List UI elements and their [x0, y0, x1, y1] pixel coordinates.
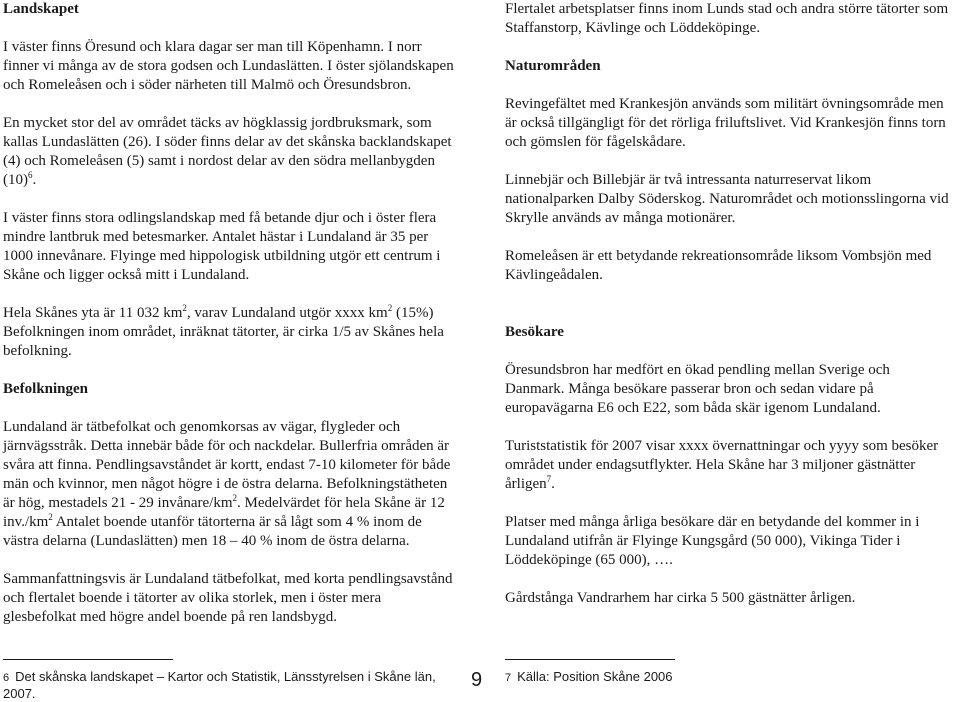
section-heading-befolkningen: Befolkningen	[3, 381, 89, 397]
footnote-divider-right	[505, 659, 675, 660]
paragraph-besokare-2	[505, 437, 952, 494]
paragraph-natur-1: Revingefältet med Krankesjön används som militärt övningsområde men är också tillgängligt för det rörliga friluftslivet. Vid Krankesjön finns torn och gömslen för fågelskådare.	[505, 96, 946, 150]
superscript: 2	[387, 303, 393, 313]
paragraph-befolkning-2: Sammanfattningsvis är Lundaland tätbefolkat, med korta pendlingsavstånd och flertalet boende i tätorter av olika storlek, men i öster mera glesbefolkat med högre andel boende på ren landsbygd.	[3, 571, 453, 625]
paragraph-text: Lundaland är tätbefolkat och genomkorsas av vägar, flygleder och järnvägsstråk. Detta innebär både för och nackdelar. Bullerfria områden är svåra att finna. Pendlingsavståndet är kortt, endast 7-10 kilometer för både män och kvinnor, men något högre i de östra delarna. Befolkningstätheten är hög, mestadels 21 - 29 invånare/km	[3, 419, 451, 511]
paragraph-besokare-3: Platser med många årliga besökare där en betydande del kommer in i Lundaland utifrån är Flyinge Kungsgård (50 000), Vikinga Tider i Löddeköpinge (65 000), ….	[505, 514, 920, 568]
footnote-divider-left	[3, 659, 173, 660]
paragraph-text: En mycket stor del av området täcks av högklassig jordbruksmark, som kallas Lundaslätten (26). I söder finns delar av det skånska backlandskapet (4) och Romeleåsen (5) samt i nordost delar av den södra mellanbygden (10)	[3, 115, 452, 188]
footnote-text: Det skånska landskapet – Kartor och Statistik, Länsstyrelsen i Skåne län, 2007.	[3, 669, 436, 701]
section-heading-besokare: Besökare	[505, 324, 564, 340]
superscript: 2	[182, 303, 187, 313]
paragraph-text: Antalet boende utanför tätorterna är så lågt som 4 % inom de västra delarna (Lundaslätten) men 18 – 40 % inom de östra delarna.	[3, 514, 422, 549]
paragraph-landskapet-2	[3, 114, 458, 190]
paragraph-landskapet-1: I väster finns Öresund och klara dagar ser man till Köpenhamn. I norr finner vi många av de stora godsen och Lundaslätten. I öster sjölandskapen och Romeleåsen och i söder närheten till Malmö och Öresundsbron.	[3, 39, 454, 93]
left-column	[3, 0, 458, 627]
paragraph-text: . Medelvärdet för hela Skåne är 12 inv./km	[3, 495, 445, 530]
paragraph-text: Turiststatistik för 2007 visar xxxx övernattningar och yyyy som besöker området under endagsutflykter. Hela Skåne har 3 miljoner gästnätter årligen	[505, 438, 939, 492]
footnote-right	[505, 669, 945, 686]
footnote-number: 6	[3, 672, 10, 684]
paragraph-text: .	[551, 476, 555, 492]
footnote-left	[3, 669, 463, 702]
section-heading-naturomraden: Naturområden	[505, 58, 601, 74]
paragraph-besokare-1: Öresundsbron har medfört en ökad pendling mellan Sverige och Danmark. Många besökare passerar bron och sedan vidare på europavägarna E6 och E22, som båda skär igenom Lundaland.	[505, 362, 890, 416]
paragraph-text: Hela Skånes yta är 11 032 km	[3, 305, 183, 321]
paragraph-natur-3: Romeleåsen är ett betydande rekreationsområde liksom Vombsjön med Kävlingeådalen.	[505, 248, 932, 283]
superscript: 2	[48, 512, 53, 522]
footnote-text: Källa: Position Skåne 2006	[517, 669, 673, 684]
right-column	[505, 0, 952, 608]
footnote-ref-7: 7	[546, 474, 552, 484]
paragraph-text: , varav Lundaland utgör xxxx km	[186, 305, 388, 321]
section-title-landskapet: Landskapet	[3, 1, 79, 17]
paragraph-arbetsplatser: Flertalet arbetsplatser finns inom Lunds stad och andra större tätorter som Staffanstorp, Kävlinge och Löddeköpinge.	[505, 1, 949, 36]
page-number: 9	[471, 669, 483, 691]
paragraph-area	[3, 304, 458, 361]
footnote-number: 7	[505, 672, 512, 684]
paragraph-natur-2: Linnebjär och Billebjär är två intressanta naturreservat likom nationalparken Dalby Söderskog. Naturområdet och motionsslingorna vid Skrylle används av många motionärer.	[505, 172, 949, 226]
footnote-ref-6: 6	[28, 170, 33, 180]
paragraph-landskapet-3: I väster finns stora odlingslandskap med få betande djur och i öster flera mindre lantbruk med betesmarker. Antalet hästar i Lundaland är 35 per 1000 innevånare. Flyinge med hippologisk utbildning utgör ett centrum i Skåne och ligger också mitt i Lundaland.	[3, 210, 441, 283]
paragraph-besokare-4: Gårdstånga Vandrarhem har cirka 5 500 gästnätter årligen.	[505, 590, 856, 606]
paragraph-text: .	[32, 172, 37, 188]
paragraph-befolkning-1	[3, 418, 458, 551]
paragraph-text: (15%) Befolkningen inom området, inräknat tätorter, är cirka 1/5 av Skånes hela befolkning.	[3, 305, 444, 359]
superscript: 2	[232, 493, 238, 503]
